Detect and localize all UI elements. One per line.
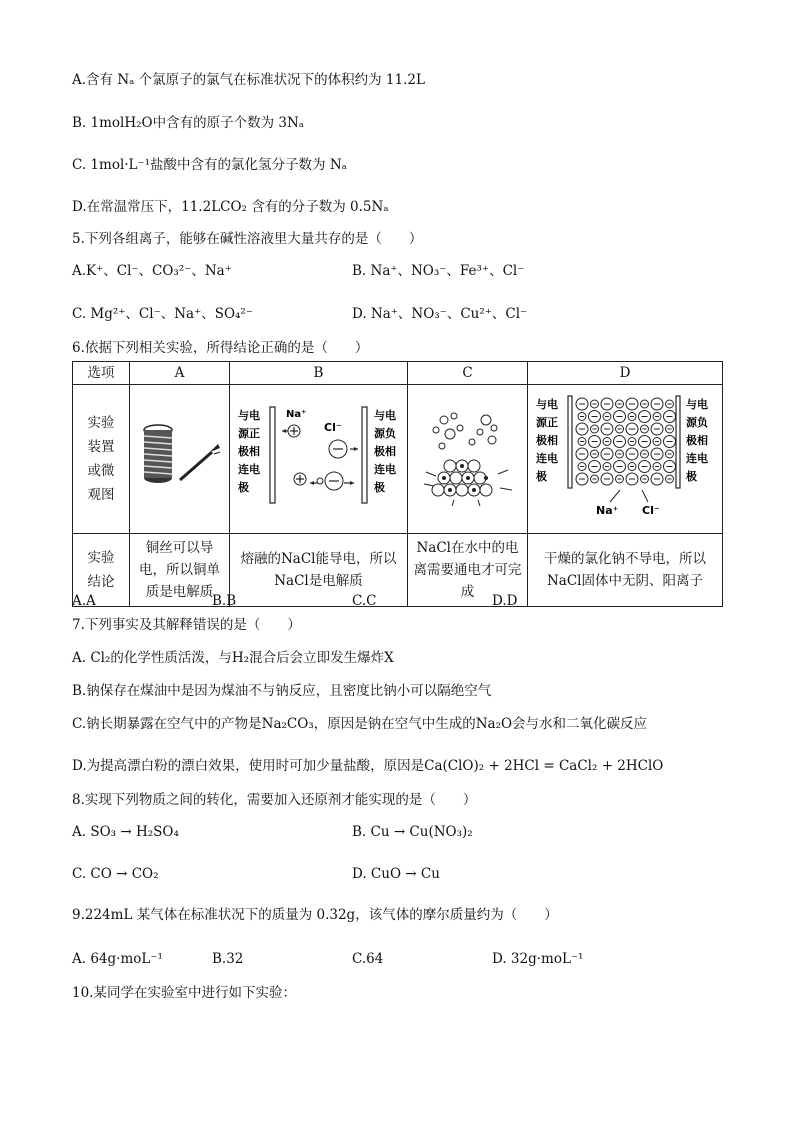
q9-option-d: D. 32g·moL⁻¹ [492,951,584,967]
table-header-c: C [408,362,528,385]
fig-d-left-label-5: 极 [536,469,547,483]
figure-b-molten-nacl [230,385,408,534]
q5-option-c: C. Mg²⁺、Cl⁻、Na⁺、SO₄²⁻ [72,306,253,322]
fig-b-left-label-5: 极 [238,480,249,494]
q6-experiment-table [72,361,723,607]
fig-d-right-label-4: 连电 [686,451,708,465]
q4-option-a: A.含有 Nₐ 个氯原子的氯气在标准状况下的体积约为 11.2L [72,72,425,88]
conclusion-c: NaCl在水中的电离需要通电才可完成 [408,534,528,607]
q6-option-b: B.B [212,593,237,609]
q6-stem: 6.依据下列相关实验，所得结论正确的是（ ） [72,340,369,356]
q5-stem: 5.下列各组离子，能够在碱性溶液里大量共存的是（ ） [72,231,423,247]
q9-option-a: A. 64g·moL⁻¹ [72,951,163,967]
figure-a-copper-wire [130,385,230,534]
q8-option-b: B. Cu → Cu(NO₃)₂ [352,824,473,840]
q7-option-d: D.为提高漂白粉的漂白效果，使用时可加少量盐酸，原因是Ca(ClO)₂ + 2HCl = CaCl₂ + 2HClO [72,758,664,774]
q8-option-a: A. SO₃ → H₂SO₄ [72,824,179,840]
q7-option-a: A. Cl₂的化学性质活泼，与H₂混合后会立即发生爆炸X [72,650,394,666]
fig-d-na-ion-label: Na⁺ [596,503,619,517]
q8-stem: 8.实现下列物质之间的转化，需要加入还原剂才能实现的是（ ） [72,792,477,808]
fig-d-right-label-2: 源负 [686,415,708,429]
fig-d-left-label-4: 连电 [536,451,558,465]
table-header-a: A [130,362,230,385]
fig-b-left-label-1: 与电 [238,408,260,422]
fig-b-left-label-4: 连电 [238,462,260,476]
fig-b-right-label-3: 极相 [374,444,396,458]
q9-option-b: B.32 [212,951,244,967]
copper-coil-illustration [134,416,226,496]
q9-option-c: C.64 [352,951,384,967]
conclusion-a: 铜丝可以导电，所以铜单质是电解质 [130,534,230,607]
q5-option-a: A.K⁺、Cl⁻、CO₃²⁻、Na⁺ [72,263,232,279]
row-label-figure: 实验装置或微观图 [73,385,130,534]
fig-b-cl-ion-label: Cl⁻ [324,420,342,434]
q6-option-c: C.C [352,593,377,609]
solid-nacl-lattice-diagram [532,392,718,520]
q4-option-d: D.在常温常压下，11.2LCO₂ 含有的分子数为 0.5Nₐ [72,199,389,215]
q8-option-d: D. CuO → Cu [352,866,440,882]
fig-b-right-label-4: 连电 [374,462,396,476]
conclusion-b: 熔融的NaCl能导电，所以NaCl是电解质 [230,534,408,607]
fig-b-left-label-3: 极相 [238,444,260,458]
q4-option-b: B. 1molH₂O中含有的原子个数为 3Nₐ [72,115,304,131]
fig-b-right-label-5: 极 [374,480,385,494]
q6-option-d: D.D [492,593,518,609]
q10-stem: 10.某同学在实验室中进行如下实验： [72,985,296,1001]
figure-d-solid-nacl [528,385,723,534]
table-header-d: D [528,362,723,385]
fig-d-right-label-1: 与电 [686,397,708,411]
fig-d-left-label-1: 与电 [536,397,558,411]
fig-d-cl-ion-label: Cl⁻ [642,503,660,517]
fig-b-left-label-2: 源正 [238,426,260,440]
q5-option-b: B. Na⁺、NO₃⁻、Fe³⁺、Cl⁻ [352,263,525,279]
conclusion-d: 干燥的氯化钠不导电，所以NaCl固体中无阴、阳离子 [528,534,723,607]
q6-option-a: A.A [72,593,96,609]
fig-b-na-ion-label: Na⁺ [286,408,307,420]
figure-c-nacl-in-water [408,385,528,534]
q9-stem: 9.224mL 某气体在标准状况下的质量为 0.32g，该气体的摩尔质量约为（ ） [72,907,558,923]
q5-option-d: D. Na⁺、NO₃⁻、Cu²⁺、Cl⁻ [352,306,528,322]
fig-d-left-label-3: 极相 [536,433,558,447]
table-header-b: B [230,362,408,385]
fig-b-right-label-2: 源负 [374,426,396,440]
q7-option-b: B.钠保存在煤油中是因为煤油不与钠反应，且密度比钠小可以隔绝空气 [72,683,492,699]
table-header-option: 选项 [73,362,130,385]
molten-nacl-electrodes-diagram [234,401,404,511]
fig-d-left-label-2: 源正 [536,415,558,429]
q8-option-c: C. CO → CO₂ [72,866,159,882]
fig-d-right-label-5: 极 [686,469,697,483]
q7-stem: 7.下列事实及其解释错误的是（ ） [72,617,301,633]
nacl-dissolving-diagram [414,406,522,506]
q4-option-c: C. 1mol·L⁻¹盐酸中含有的氯化氢分子数为 Nₐ [72,157,347,173]
q7-option-c: C.钠长期暴露在空气中的产物是Na₂CO₃，原因是钠在空气中生成的Na₂O会与水和二氧化碳反应 [72,716,648,732]
fig-d-right-label-3: 极相 [686,433,708,447]
fig-b-right-label-1: 与电 [374,408,396,422]
row-label-conclusion: 实验结论 [73,534,130,607]
